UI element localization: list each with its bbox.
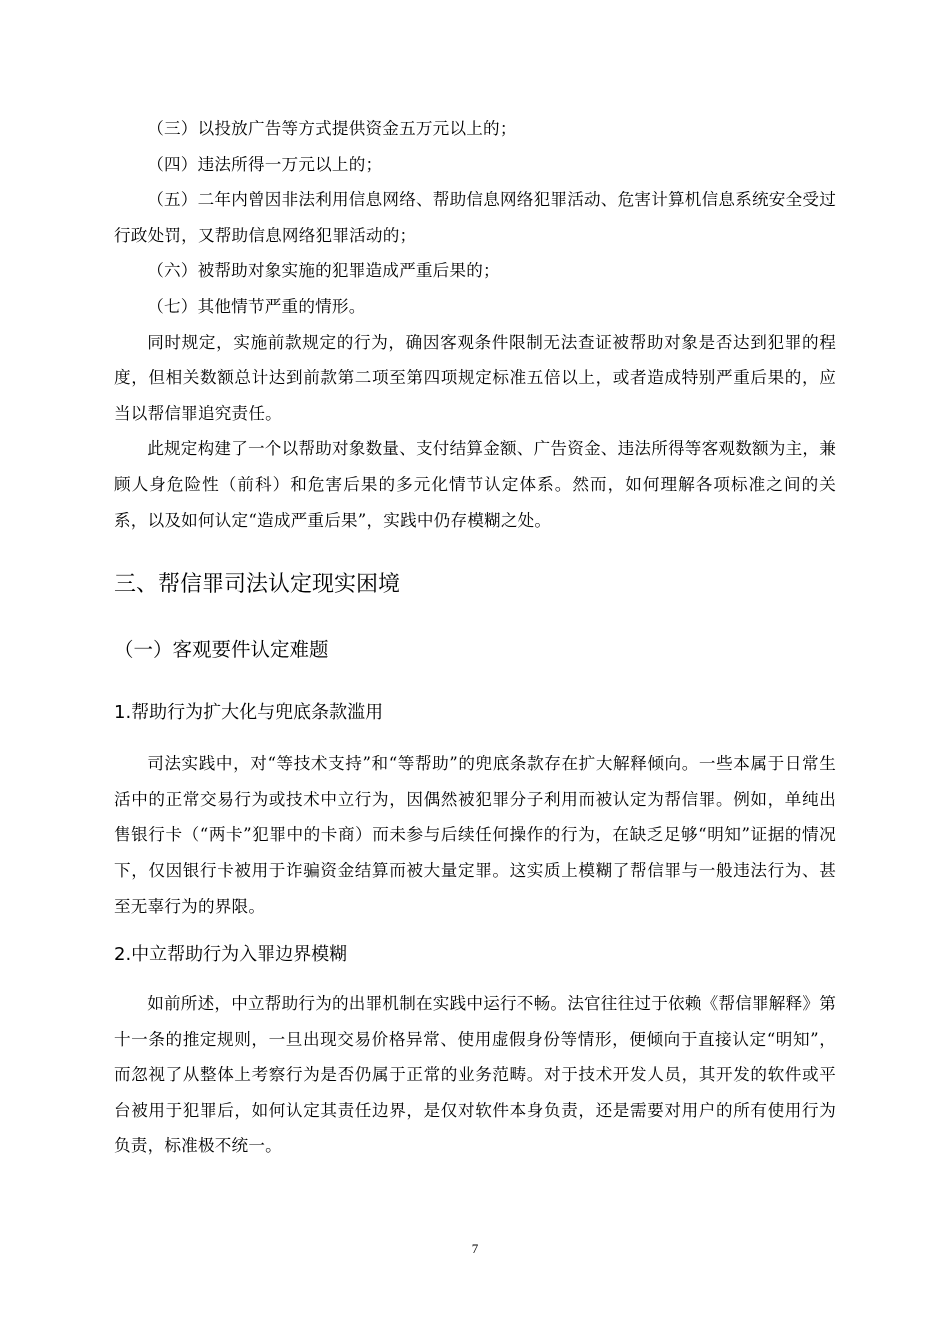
list-item-3: （三）以投放广告等方式提供资金五万元以上的；	[147, 119, 517, 138]
page-body	[114, 111, 836, 1164]
body-paragraph: 此规定构建了一个以帮助对象数量、支付结算金额、广告资金、违法所得等客观数额为主，兼顾人身危险性（前科）和危害后果的多元化情节认定体系。然而，如何理解各项标准之间的关系，以及如何认定“造成严重后果”，实践中仍存模糊之处。	[114, 439, 836, 530]
item-heading-2: 2.中立帮助行为入罪边界模糊	[114, 944, 348, 966]
subsection-heading: （一）客观要件认定难题	[114, 638, 329, 662]
body-paragraph: 如前所述，中立帮助行为的出罪机制在实践中运行不畅。法官往往过于依赖《帮信罪解释》第十一条的推定规则，一旦出现交易价格异常、使用虚假身份等情形，便倾向于直接认定“明知”，而忽视了从整体上考察行为是否仍属于正常的业务范畴。对于技术开发人员，其开发的软件或平台被用于犯罪后，如何认定其责任边界，是仅对软件本身负责，还是需要对用户的所有使用行为负责，标准极不统一。	[114, 994, 836, 1156]
item-heading-1: 1.帮助行为扩大化与兜底条款滥用	[114, 702, 384, 724]
section-heading: 三、帮信罪司法认定现实困境	[114, 572, 401, 598]
page-number: 7	[471, 1241, 479, 1256]
list-item-4: （四）违法所得一万元以上的；	[147, 154, 383, 174]
list-item-7: （七）其他情节严重的情形。	[147, 296, 366, 316]
list-item-5: （五）二年内曾因非法利用信息网络、帮助信息网络犯罪活动、危害计算机信息系统安全受过行政处罚，又帮助信息网络犯罪活动的；	[114, 190, 836, 245]
body-paragraph: 同时规定，实施前款规定的行为，确因客观条件限制无法查证被帮助对象是否达到犯罪的程度，但相关数额总计达到前款第二项至第四项规定标准五倍以上，或者造成特别严重后果的，应当以帮信罪追究责任。	[114, 332, 836, 423]
body-paragraph: 司法实践中，对“等技术支持”和“等帮助”的兜底条款存在扩大解释倾向。一些本属于日常生活中的正常交易行为或技术中立行为，因偶然被犯罪分子利用而被认定为帮信罪。例如，单纯出售银行卡（“两卡”犯罪中的卡商）而未参与后续任何操作的行为，在缺乏足够“明知”证据的情况下，仅因银行卡被用于诈骗资金结算而被大量定罪。这实质上模糊了帮信罪与一般违法行为、甚至无辜行为的界限。	[114, 754, 836, 916]
list-item-6: （六）被帮助对象实施的犯罪造成严重后果的；	[147, 261, 500, 281]
